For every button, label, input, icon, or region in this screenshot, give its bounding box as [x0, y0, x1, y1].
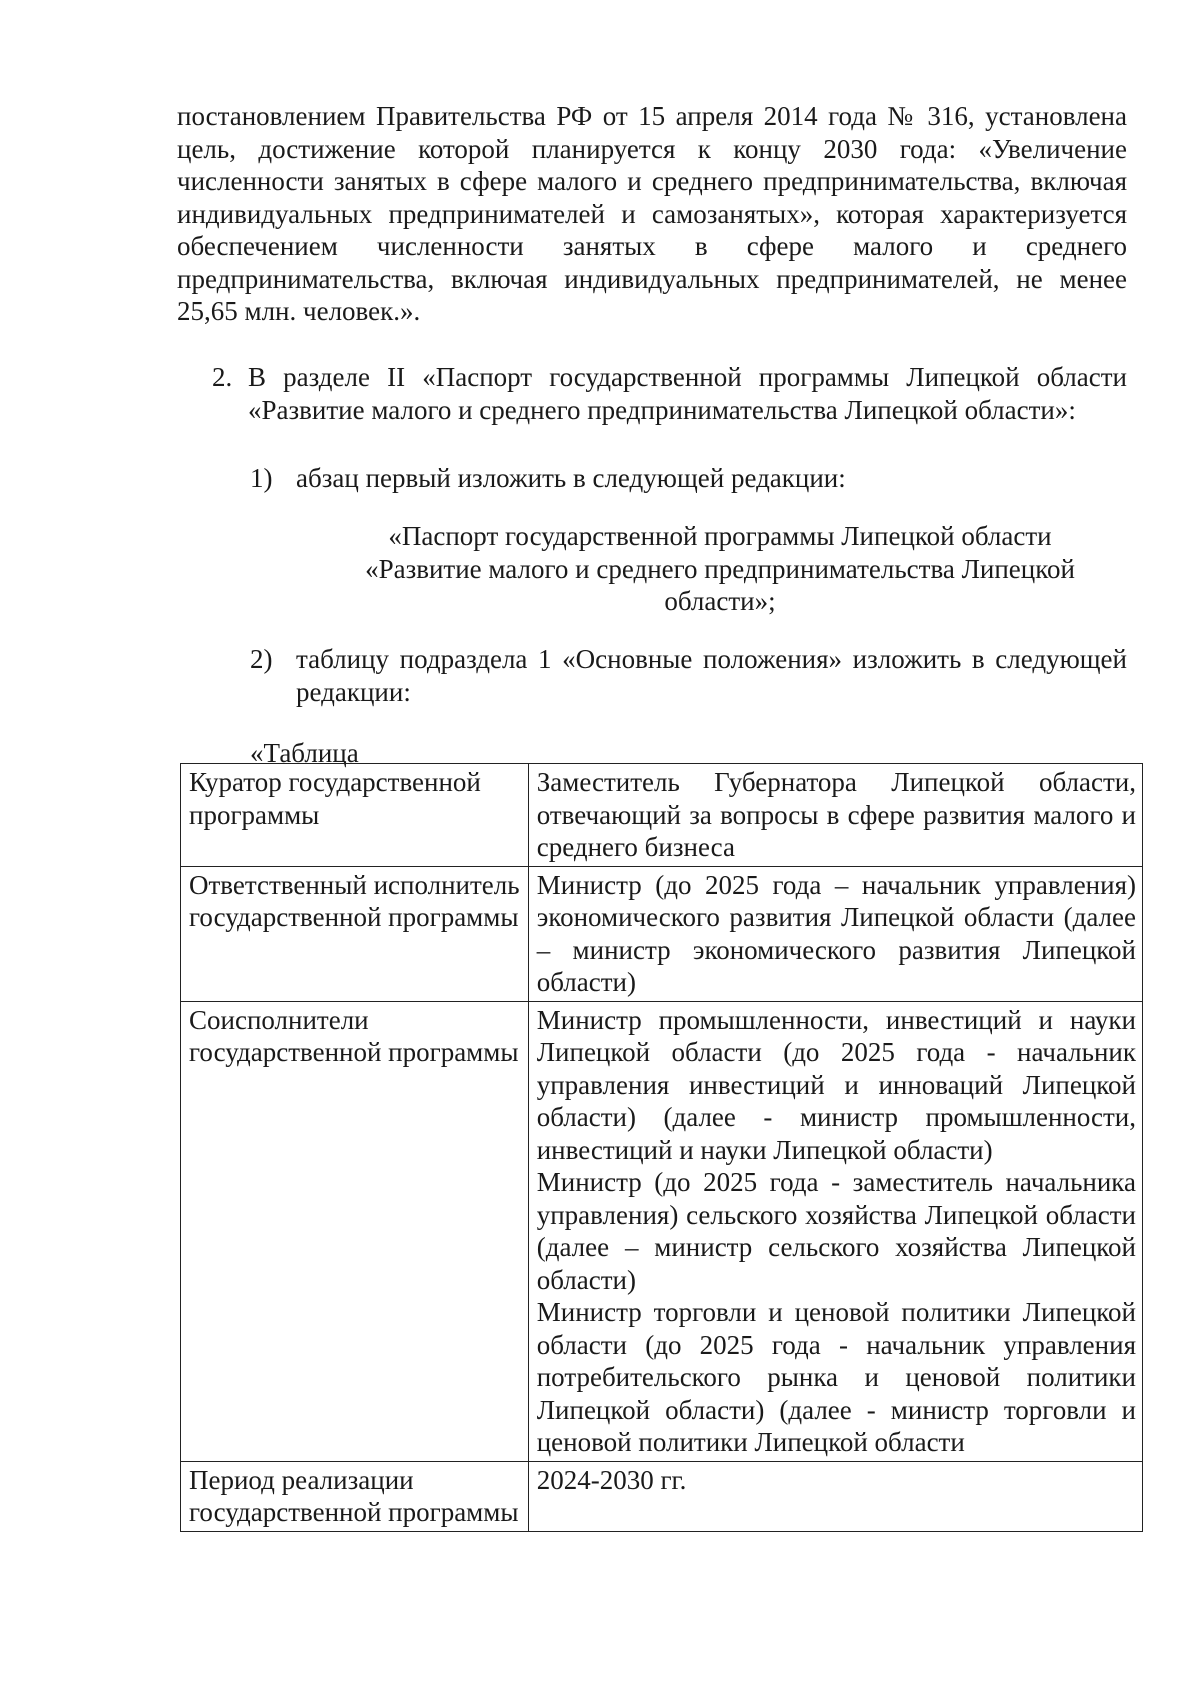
row-value-paragraph: Министр промышленности, инвестиций и науки Липецкой области (до 2025 года - начальник управления инвестиций и инноваций Липецкой области) (далее - министр промышленности, инвестиций и науки Липецкой области) [536, 1004, 1136, 1165]
sub-item-number: 1) [250, 463, 273, 493]
row-label: Период реализации государственной программы [181, 1461, 529, 1531]
sub-item-2 [250, 643, 1127, 708]
row-value [528, 866, 1142, 1001]
sub-item-number: 2) [250, 644, 273, 674]
table-label: «Таблица [250, 738, 359, 768]
table-row [181, 1001, 1143, 1461]
passport-title-line: «Развитие малого и среднего предпринимательства Липецкой [365, 553, 1075, 584]
row-label: Ответственный исполнитель государственной программы [181, 866, 529, 1001]
row-value [528, 1461, 1142, 1531]
row-value-paragraph: Министр (до 2025 года - заместитель начальника управления) сельского хозяйства Липецкой области (далее – министр сельского хозяйства Липецкой области) [536, 1167, 1136, 1295]
row-value-paragraph: Министр (до 2025 года – начальник управления) экономического развития Липецкой области (далее – министр экономического развития Липецкой области) [536, 869, 1136, 997]
row-value-paragraph: Министр торговли и ценовой политики Липецкой области (до 2025 года - начальник управления потребительского рынка и ценовой политики Липецкой области) (далее - министр торговли и ценовой политики Липецкой области [536, 1297, 1136, 1457]
list-item-2 [212, 361, 1127, 426]
table-row [181, 1461, 1143, 1531]
row-value [528, 764, 1142, 867]
intro-text: постановлением Правительства РФ от 15 апреля 2014 года № 316, установлена цель, достижение которой планируется к концу 2030 года: «Увеличение численности занятых в сфере малого и среднего предпринимательства, включая индивидуальных предпринимателей и самозанятых», которая характеризуется обеспечением численности занятых в сфере малого и среднего предпринимательства, включая индивидуальных предпринимателей, не менее 25,65 млн. человек.». [177, 101, 1127, 326]
item-text: В разделе II «Паспорт государственной программы Липецкой области «Развитие малого и среднего предпринимательства Липецкой области»: [248, 362, 1127, 425]
row-label: Соисполнители государственной программы [181, 1001, 529, 1461]
row-value [528, 1001, 1142, 1461]
passport-title-line: области»; [664, 586, 776, 616]
passport-title-line: «Паспорт государственной программы Липецкой области [388, 521, 1052, 551]
item-number: 2. [212, 362, 233, 392]
row-value-paragraph: 2024-2030 гг. [536, 1464, 687, 1495]
table-row [181, 764, 1143, 867]
sub-item-text: абзац первый изложить в следующей редакции: [296, 463, 846, 493]
row-value-paragraph: Заместитель Губернатора Липецкой области, отвечающий за вопросы в сфере развития малого и среднего бизнеса [536, 767, 1136, 862]
table-row [181, 866, 1143, 1001]
passport-table [180, 763, 1143, 1532]
row-label: Куратор государственной программы [181, 764, 529, 867]
sub-item-1 [250, 462, 1127, 495]
passport-title [320, 520, 1120, 618]
sub-item-text: таблицу подраздела 1 «Основные положения» изложить в следующей редакции: [296, 644, 1127, 707]
intro-paragraph [177, 100, 1127, 328]
